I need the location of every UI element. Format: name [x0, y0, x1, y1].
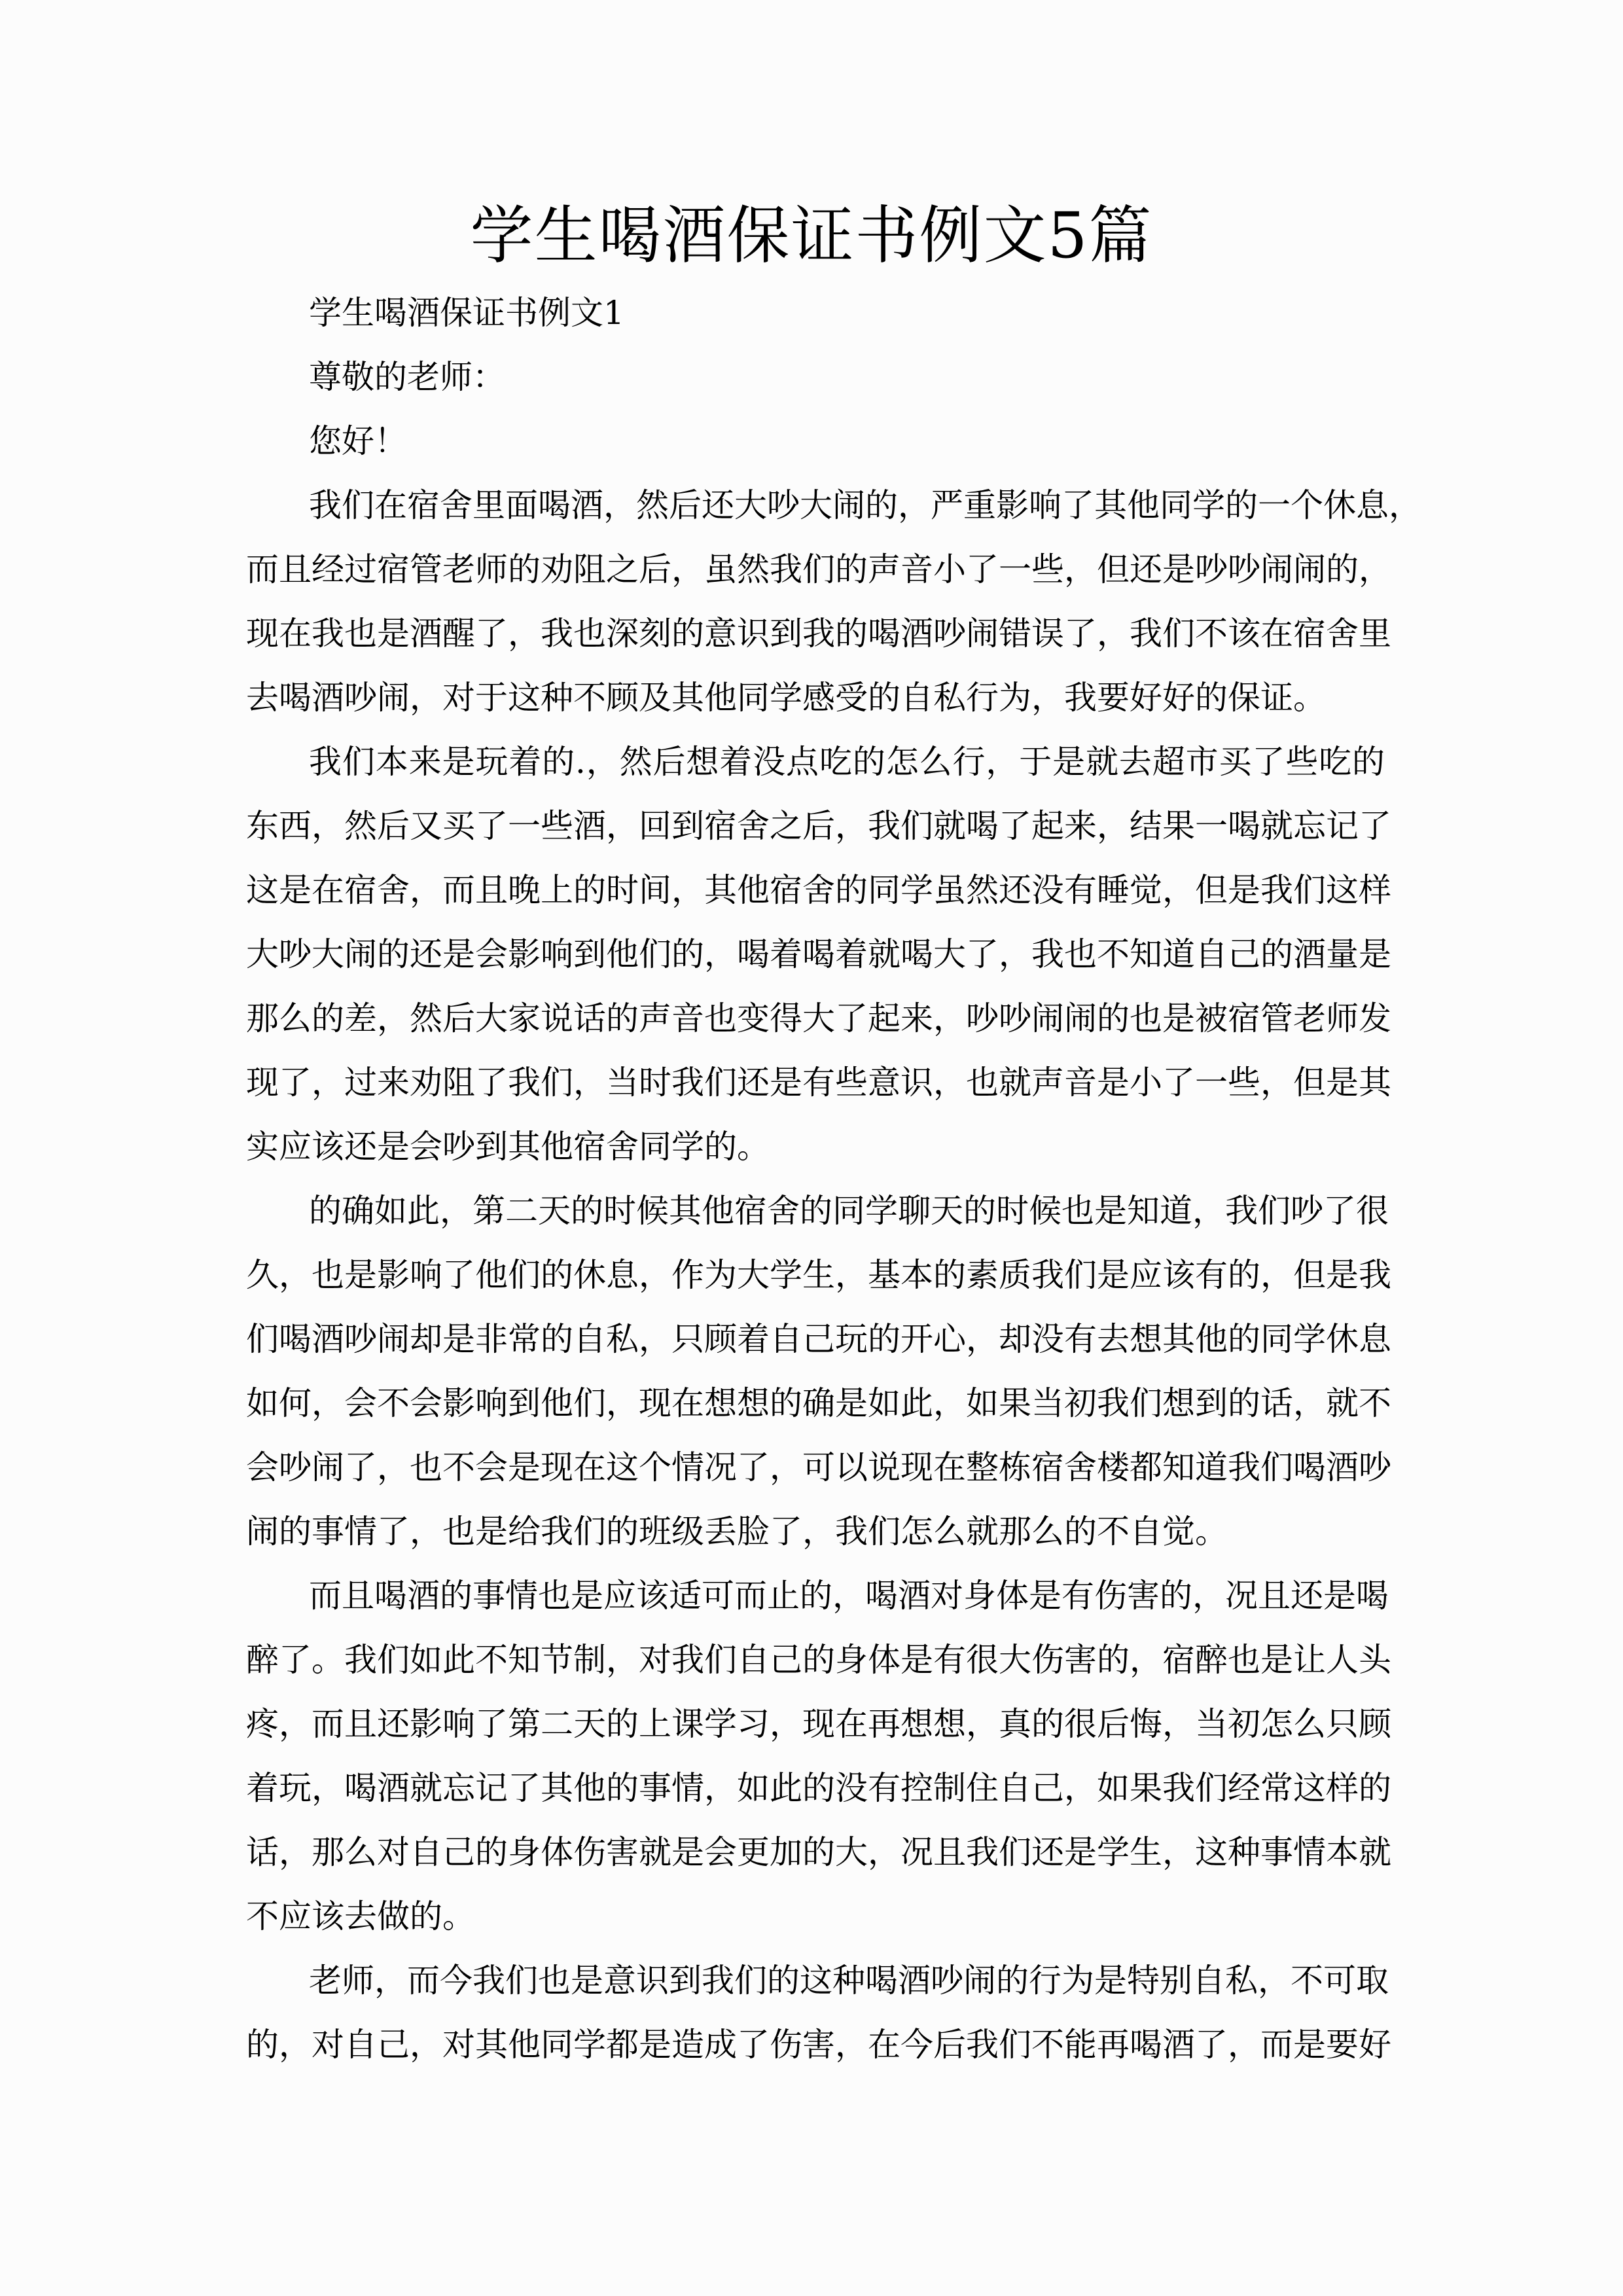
paragraph-line: 久，也是影响了他们的休息，作为大学生，基本的素质我们是应该有的，但是我 — [246, 1256, 1391, 1294]
paragraph-line: 的，对自己，对其他同学都是造成了伤害，在今后我们不能再喝酒了，而是要好 — [246, 2026, 1391, 2064]
paragraph-line: 着玩，喝酒就忘记了其他的事情，如此的没有控制住自己，如果我们经常这样的 — [246, 1769, 1391, 1807]
paragraph-line: 而且喝酒的事情也是应该适可而止的，喝酒对身体是有伤害的，况且还是喝 — [309, 1577, 1389, 1615]
paragraph-line: 话，那么对自己的身体伤害就是会更加的大，况且我们还是学生，这种事情本就 — [246, 1833, 1391, 1871]
paragraph-line: 如何，会不会影响到他们，现在想想的确是如此，如果当初我们想到的话，就不 — [246, 1384, 1391, 1422]
paragraph-line: 我们在宿舍里面喝酒，然后还大吵大闹的，严重影响了其他同学的一个休息， — [309, 486, 1421, 524]
paragraph-line: 不应该去做的。 — [246, 1897, 475, 1935]
paragraph-line: 那么的差，然后大家说话的声音也变得大了起来，吵吵闹闹的也是被宿管老师发 — [246, 999, 1391, 1037]
paragraph-line: 这是在宿舍，而且晚上的时间，其他宿舍的同学虽然还没有睡觉，但是我们这样 — [246, 871, 1391, 909]
paragraph-line: 去喝酒吵闹，对于这种不顾及其他同学感受的自私行为，我要好好的保证。 — [246, 679, 1326, 717]
paragraph-line: 我们本来是玩着的.，然后想着没点吃的怎么行，于是就去超市买了些吃的 — [309, 743, 1385, 781]
paragraph-line: 闹的事情了，也是给我们的班级丢脸了，我们怎么就那么的不自觉。 — [246, 1513, 1228, 1551]
paragraph-line: 们喝酒吵闹却是非常的自私，只顾着自己玩的开心，却没有去想其他的同学休息 — [246, 1320, 1391, 1358]
paragraph-line: 现在我也是酒醒了，我也深刻的意识到我的喝酒吵闹错误了，我们不该在宿舍里 — [246, 615, 1391, 653]
paragraph-line: 醉了。我们如此不知节制，对我们自己的身体是有很大伤害的，宿醉也是让人头 — [246, 1641, 1391, 1679]
salutation: 尊敬的老师： — [309, 358, 505, 396]
paragraph-line: 老师，而今我们也是意识到我们的这种喝酒吵闹的行为是特别自私，不可取 — [309, 1962, 1389, 2000]
paragraph-line: 现了，过来劝阻了我们，当时我们还是有些意识，也就声音是小了一些，但是其 — [246, 1064, 1391, 1102]
paragraph-line: 而且经过宿管老师的劝阻之后，虽然我们的声音小了一些，但还是吵吵闹闹的， — [246, 550, 1391, 588]
greeting: 您好！ — [309, 422, 407, 460]
paragraph-line: 东西，然后又买了一些酒，回到宿舍之后，我们就喝了起来，结果一喝就忘记了 — [246, 807, 1391, 845]
paragraph-line: 疼，而且还影响了第二天的上课学习，现在再想想，真的很后悔，当初怎么只顾 — [246, 1705, 1391, 1743]
paragraph-line: 实应该还是会吵到其他宿舍同学的。 — [246, 1128, 770, 1166]
paragraph-line: 会吵闹了，也不会是现在这个情况了，可以说现在整栋宿舍楼都知道我们喝酒吵 — [246, 1448, 1391, 1486]
section-heading: 学生喝酒保证书例文1 — [309, 294, 624, 332]
document-title: 学生喝酒保证书例文5篇 — [470, 199, 1153, 272]
paragraph-line: 大吵大闹的还是会影响到他们的，喝着喝着就喝大了，我也不知道自己的酒量是 — [246, 935, 1391, 973]
paragraph-line: 的确如此，第二天的时候其他宿舍的同学聊天的时候也是知道，我们吵了很 — [309, 1192, 1389, 1230]
